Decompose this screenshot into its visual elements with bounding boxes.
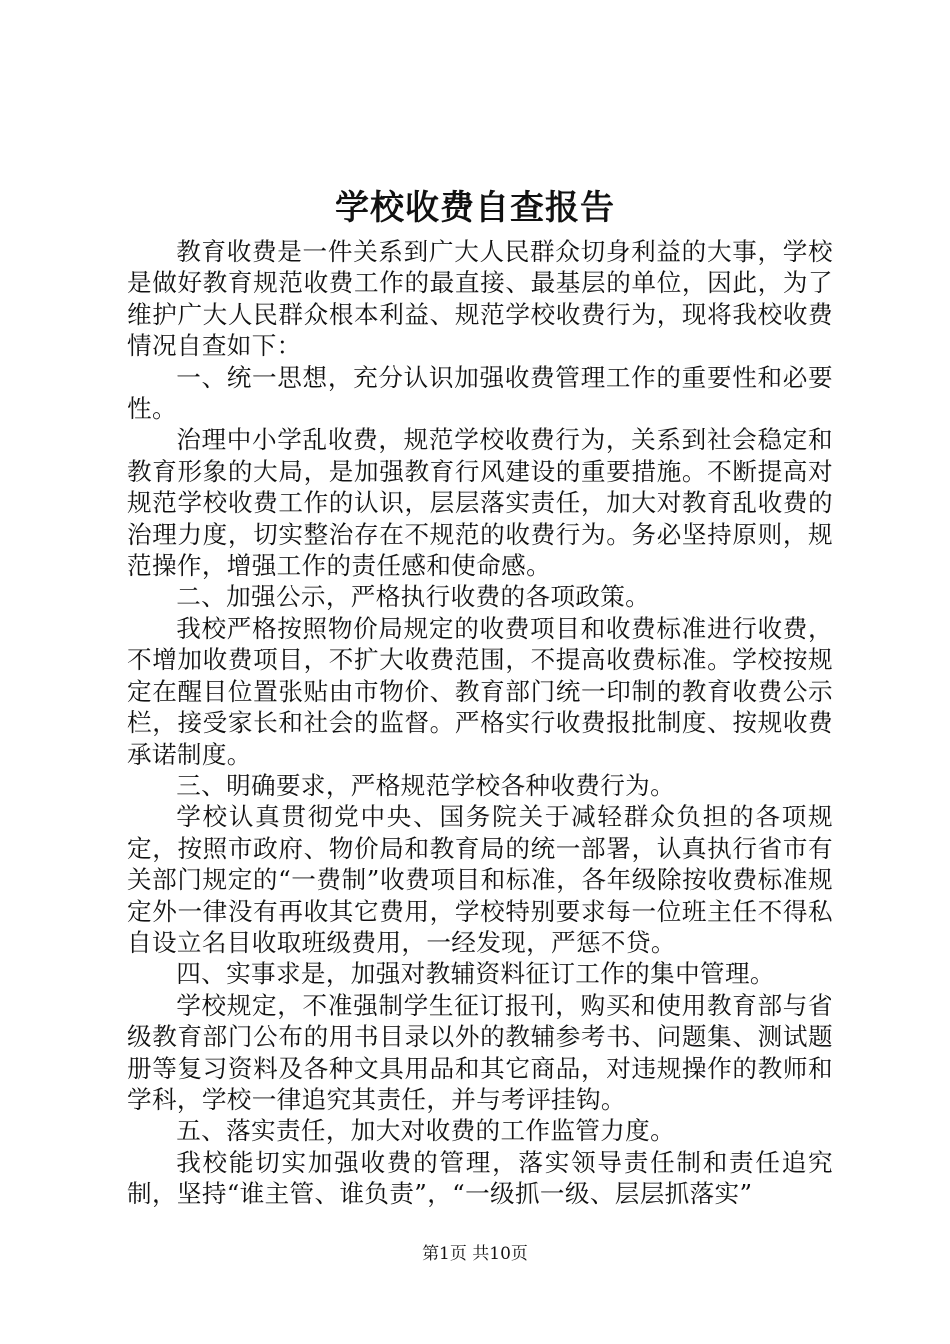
section-heading-4: 四、实事求是，加强对教辅资料征订工作的集中管理。	[176, 959, 775, 989]
paragraph-3: 学校认真贯彻党中央、国务院关于减轻群众负担的各项规定，按照市政府、物价局和教育局的统一部署，认真执行省市有关部门规定的“一费制”收费项目和标准，各年级除按收费标准规定外一律没有再收其它费用，学校特别要求每一位班主任不得私自设立名目收取班级费用，一经发现，严惩不贷。	[127, 802, 833, 957]
section-heading-1: 一、统一思想，充分认识加强收费管理工作的重要性和必要性。	[127, 362, 833, 424]
section-heading-3: 三、明确要求，严格规范学校各种收费行为。	[176, 770, 676, 800]
section-heading-2: 二、加强公示，严格执行收费的各项政策。	[176, 582, 651, 612]
page-indicator: 第1页 共10页	[422, 1244, 528, 1264]
paragraph-5: 我校能切实加强收费的管理，落实领导责任制和责任追究制，坚持“谁主管、谁负责”，“一级抓一级、层层抓落实”	[127, 1147, 833, 1209]
paragraph-intro: 教育收费是一件关系到广大人民群众切身利益的大事，学校是做好教育规范收费工作的最直接、最基层的单位，因此，为了维护广大人民群众根本利益、规范学校收费行为，现将我校收费情况自查如下：	[127, 237, 833, 361]
document-body	[127, 236, 833, 1210]
section-heading-5: 五、落实责任，加大对收费的工作监管力度。	[176, 1116, 676, 1146]
paragraph-1: 治理中小学乱收费，规范学校收费行为，关系到社会稳定和教育形象的大局，是加强教育行风建设的重要措施。不断提高对规范学校收费工作的认识，层层落实责任，加大对教育乱收费的治理力度，切实整治存在不规范的收费行为。务必坚持原则，规范操作，增强工作的责任感和使命感。	[127, 425, 833, 581]
document-title: 学校收费自查报告	[335, 188, 615, 228]
paragraph-4: 学校规定，不准强制学生征订报刊，购买和使用教育部与省级教育部门公布的用书目录以外的教辅参考书、问题集、测试题册等复习资料及各种文具用品和其它商品，对违规操作的教师和学科，学校一律追究其责任，并与考评挂钩。	[127, 990, 833, 1114]
paragraph-2: 我校严格按照物价局规定的收费项目和收费标准进行收费，不增加收费项目，不扩大收费范围，不提高收费标准。学校按规定在醒目位置张贴由市物价、教育部门统一印制的教育收费公示栏，接受家长和社会的监督。严格实行收费报批制度、按规收费承诺制度。	[127, 613, 833, 769]
